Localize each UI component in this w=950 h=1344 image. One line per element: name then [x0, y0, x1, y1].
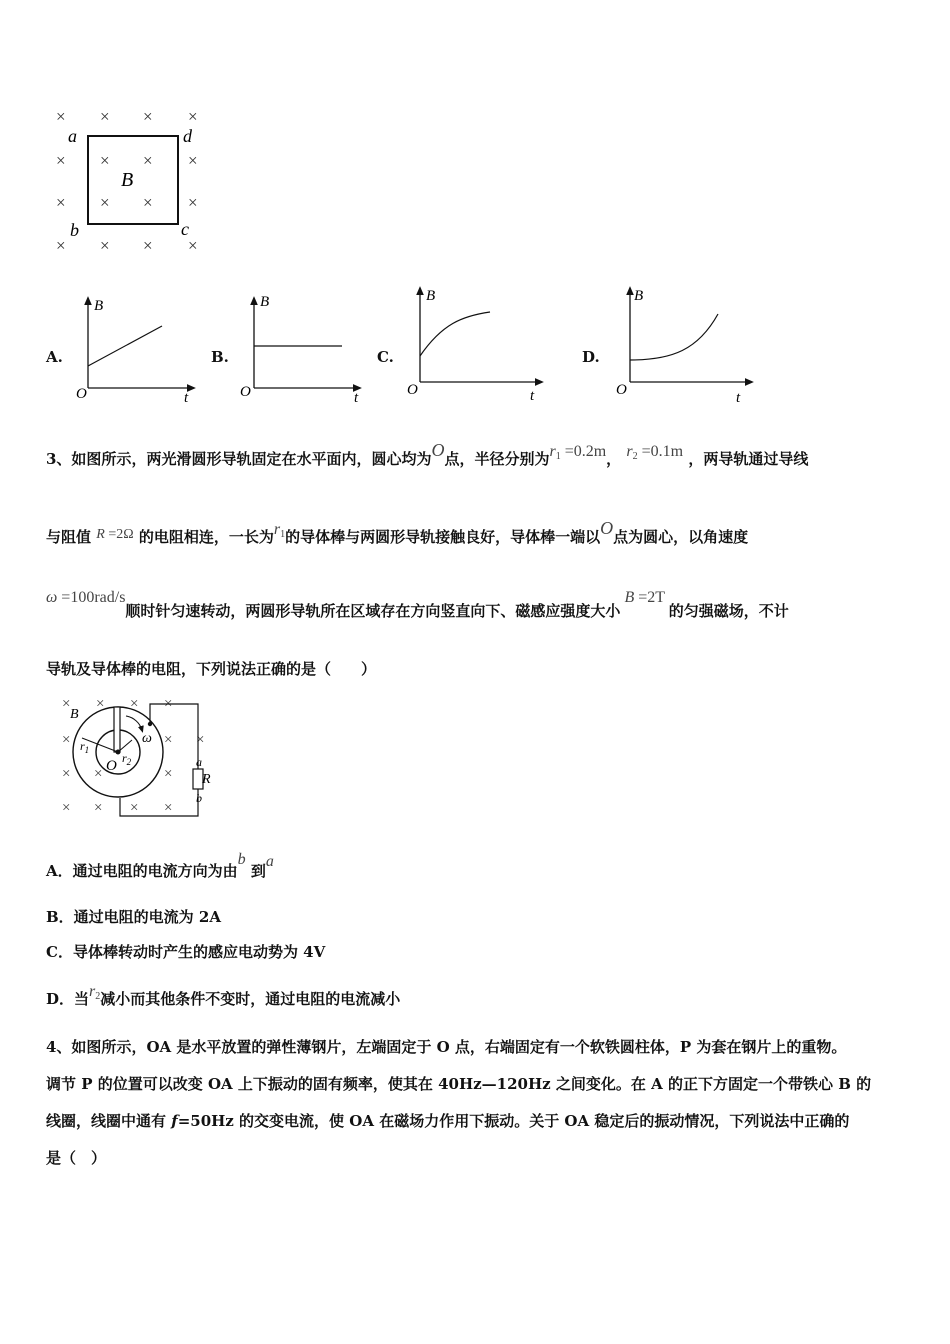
graph-d: [612, 284, 757, 404]
graph-c-origin: O: [407, 382, 418, 398]
field-loop-figure: [40, 100, 220, 260]
svg-text:×: ×: [94, 766, 103, 782]
corner-b-label: b: [70, 220, 79, 240]
graph-option-c-label: C.: [377, 348, 394, 366]
cross-mark: ×: [100, 107, 110, 126]
corner-a-label: a: [68, 126, 77, 146]
conductor-rod: [114, 707, 120, 752]
svg-text:×: ×: [164, 732, 173, 748]
graph-a: [70, 292, 200, 404]
graph-c: [402, 284, 547, 404]
cross-mark: ×: [188, 236, 198, 255]
svg-text:r1: $r_1$: [80, 739, 90, 755]
graph-a-curve: [88, 326, 162, 366]
graph-c-x-label: t: [530, 388, 535, 404]
cross-mark: ×: [56, 151, 66, 170]
svg-text:R: R: [202, 772, 211, 787]
q3-line-4: 导轨及导体棒的电阻，下列说法正确的是（ ）: [46, 660, 377, 678]
q4-line-4: 是（ ）: [46, 1149, 107, 1167]
cross-mark: ×: [188, 107, 198, 126]
svg-text:O: O: [106, 758, 117, 774]
svg-text:×: ×: [94, 800, 103, 816]
graph-a-y-label: B: [94, 298, 104, 314]
graph-option-a-label: A.: [46, 348, 63, 366]
svg-text:×: ×: [62, 732, 71, 748]
q3-option-a[interactable]: A．通过电阻的电流方向为由b 到a: [46, 851, 274, 880]
cross-marks-q3: [62, 696, 204, 816]
graph-b: [236, 292, 366, 404]
rotating-rod-figure: [50, 694, 230, 820]
corner-c-label: c: [181, 219, 189, 239]
q4-line-3: 线圈，线圈中通有 f=50Hz 的交变电流，使 OA 在磁场力作用下振动。关于 OA 稳定后的振动情况，下列说法中正确的: [46, 1112, 850, 1130]
cross-mark: ×: [56, 236, 66, 255]
svg-text:b: b: [196, 791, 202, 805]
svg-text:ω: ω: [142, 731, 152, 746]
field-B-label: B: [121, 169, 134, 191]
graph-d-curve: [630, 314, 718, 360]
graph-option-d-label: D.: [582, 348, 600, 366]
q3-line-1: 3、如图所示，两光滑圆形导轨固定在水平面内，圆心均为O点，半径分别为$r_1 =0.2m$， $r_2 =0.1m$ ，两导轨通过导线: [46, 440, 809, 468]
cross-mark: ×: [143, 236, 153, 255]
graph-d-y-label: B: [634, 288, 644, 304]
graph-b-y-label: B: [260, 294, 270, 310]
graph-a-origin: O: [76, 386, 87, 402]
graph-c-y-label: B: [426, 288, 436, 304]
q4-line-2: 调节 P 的位置可以改变 OA 上下振动的固有频率，使其在 40Hz—120Hz 之间变化。在 A 的正下方固定一个带铁心 B 的: [46, 1075, 872, 1093]
svg-text:a: a: [196, 755, 202, 769]
q4-line-1: 4、如图所示，OA 是水平放置的弹性薄钢片，左端固定于 O 点，右端固定有一个软铁圆柱体，P 为套在钢片上的重物。: [46, 1038, 847, 1056]
cross-mark: ×: [100, 151, 110, 170]
cross-mark: ×: [100, 193, 110, 212]
graph-d-x-label: t: [736, 390, 741, 404]
corner-d-label: d: [183, 126, 192, 146]
svg-text:×: ×: [164, 696, 173, 712]
svg-text:×: ×: [62, 800, 71, 816]
svg-text:×: ×: [164, 800, 173, 816]
q3-option-c[interactable]: C．导体棒转动时产生的感应电动势为 4V: [46, 943, 326, 961]
cross-mark: ×: [56, 193, 66, 212]
svg-text:×: ×: [196, 732, 205, 748]
cross-mark: ×: [143, 193, 153, 212]
graph-a-x-label: t: [184, 390, 189, 404]
cross-mark: ×: [100, 236, 110, 255]
graph-option-b-label: B.: [211, 348, 229, 366]
svg-text:×: ×: [130, 800, 139, 816]
svg-text:×: ×: [96, 696, 105, 712]
graph-d-origin: O: [616, 382, 627, 398]
cross-mark: ×: [143, 107, 153, 126]
graph-c-curve: [420, 312, 490, 356]
svg-text:r2: $r_2$: [122, 751, 132, 767]
q3-O-symbol: O: [431, 440, 445, 460]
cross-mark: ×: [188, 193, 198, 212]
cross-mark: ×: [188, 151, 198, 170]
svg-text:B: B: [70, 707, 79, 722]
cross-mark: ×: [56, 107, 66, 126]
q3-line-2: 与阻值 R =2Ω 的电阻相连，一长为$r_1$的导体棒与两圆形导轨接触良好，导体棒一端以O点为圆心，以角速度: [46, 518, 749, 546]
graph-b-origin: O: [240, 384, 251, 400]
q3-option-b[interactable]: B．通过电阻的电流为 2A: [46, 908, 221, 926]
q3-option-d[interactable]: D．当$r_2$减小而其他条件不变时，通过电阻的电流减小: [46, 983, 401, 1008]
svg-text:×: ×: [130, 696, 139, 712]
graph-b-x-label: t: [354, 390, 359, 404]
svg-text:×: ×: [62, 696, 71, 712]
q3-line-3: ω =100rad/s顺时针匀速转动，两圆形导轨所在区域存在方向竖直向下、磁感应强度大小 B =2T 的匀强磁场，不计: [46, 589, 789, 620]
svg-text:×: ×: [164, 766, 173, 782]
cross-mark: ×: [143, 151, 153, 170]
svg-text:×: ×: [62, 766, 71, 782]
